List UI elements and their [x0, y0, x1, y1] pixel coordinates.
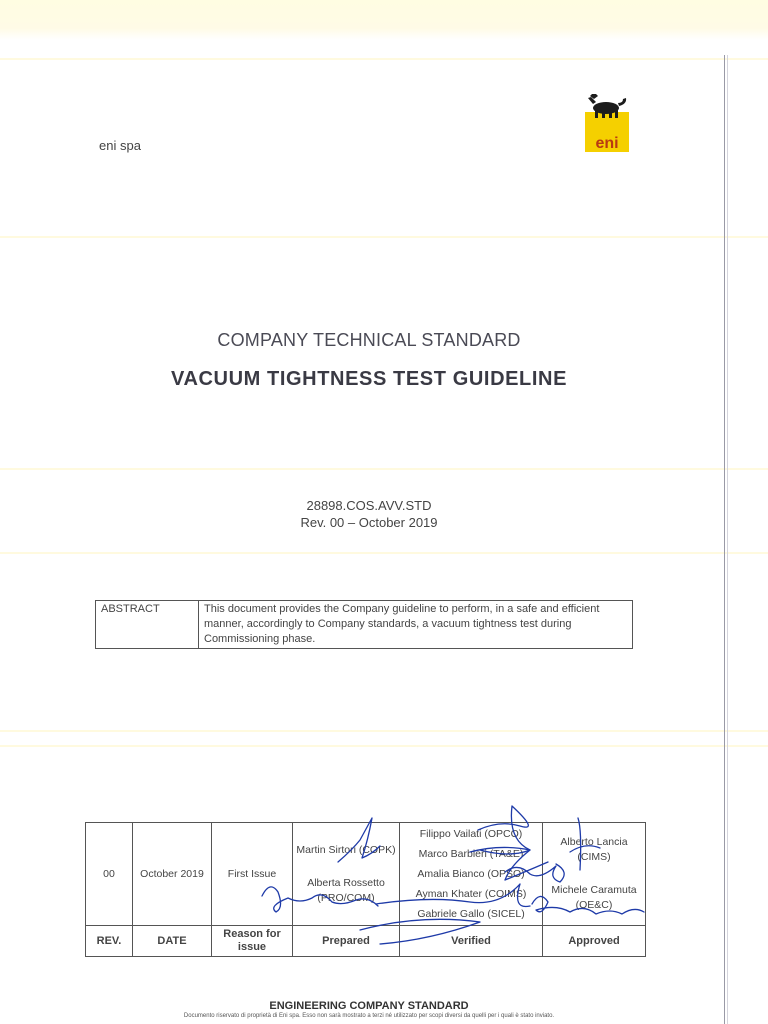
- company-name: eni spa: [99, 138, 141, 153]
- page-edge: [724, 55, 725, 1024]
- header-approved: Approved: [543, 926, 646, 957]
- eni-logo: [582, 94, 632, 154]
- approver-name: Michele Caramuta (OE&C): [551, 884, 637, 911]
- header-date: DATE: [133, 926, 212, 957]
- footer-note: Documento riservato di proprietà di Eni spa. Esso non sarà mostrato a terzi né utilizzato per scopi diversi da quelli per i quali è stato inviato.: [183, 1013, 555, 1019]
- header-verified: Verified: [400, 926, 543, 957]
- rev-cell: 00: [86, 823, 133, 926]
- header-rev: REV.: [86, 926, 133, 957]
- verifier-name: Gabriele Gallo (SICEL): [417, 908, 525, 920]
- preparer-name: Martin Sirtori (COPK): [296, 843, 396, 856]
- approved-cell: [543, 823, 646, 926]
- verifier-name: Marco Barbieri (TA&E): [418, 848, 524, 860]
- approver-name: Alberto Lancia (CIMS): [560, 836, 628, 863]
- revision-row: [86, 823, 646, 926]
- date-cell: October 2019: [133, 823, 212, 926]
- scan-line: [0, 730, 768, 732]
- abstract-text: This document provides the Company guideline to perform, in a safe and efficient manner, accordingly to Company standards, a vacuum tightness test during Commissioning phase.: [199, 601, 633, 649]
- preparer-name: Alberta Rossetto (PRO/COM): [307, 876, 385, 904]
- revision-table: [85, 822, 646, 957]
- scan-line: [0, 468, 768, 470]
- header-prepared: Prepared: [293, 926, 400, 957]
- document-code: 28898.COS.AVV.STD: [306, 498, 432, 513]
- footer-title: ENGINEERING COMPANY STANDARD: [269, 1000, 469, 1012]
- logo-wordmark: eni: [595, 135, 619, 152]
- scan-line: [0, 552, 768, 554]
- scan-line: [0, 236, 768, 238]
- prepared-cell: [293, 823, 400, 926]
- verifier-name: Ayman Khater (COIMS): [415, 888, 527, 900]
- verifier-name: Amalia Bianco (OPSO): [417, 868, 525, 880]
- verifier-name: Filippo Vailati (OPCO): [419, 828, 523, 840]
- document-revision: Rev. 00 – October 2019: [300, 515, 438, 530]
- reason-cell: First Issue: [212, 823, 293, 926]
- abstract-table: [95, 600, 633, 649]
- scan-line: [0, 58, 768, 60]
- scan-band-top: [0, 0, 768, 40]
- scan-line: [0, 745, 768, 747]
- revision-header-row: [86, 926, 646, 957]
- document-title: VACUUM TIGHTNESS TEST GUIDELINE: [170, 368, 568, 390]
- document-type: COMPANY TECHNICAL STANDARD: [217, 330, 521, 350]
- header-reason: Reason for issue: [212, 926, 293, 957]
- page-edge: [727, 55, 728, 1024]
- verified-cell: [400, 823, 543, 926]
- abstract-label: ABSTRACT: [96, 601, 199, 649]
